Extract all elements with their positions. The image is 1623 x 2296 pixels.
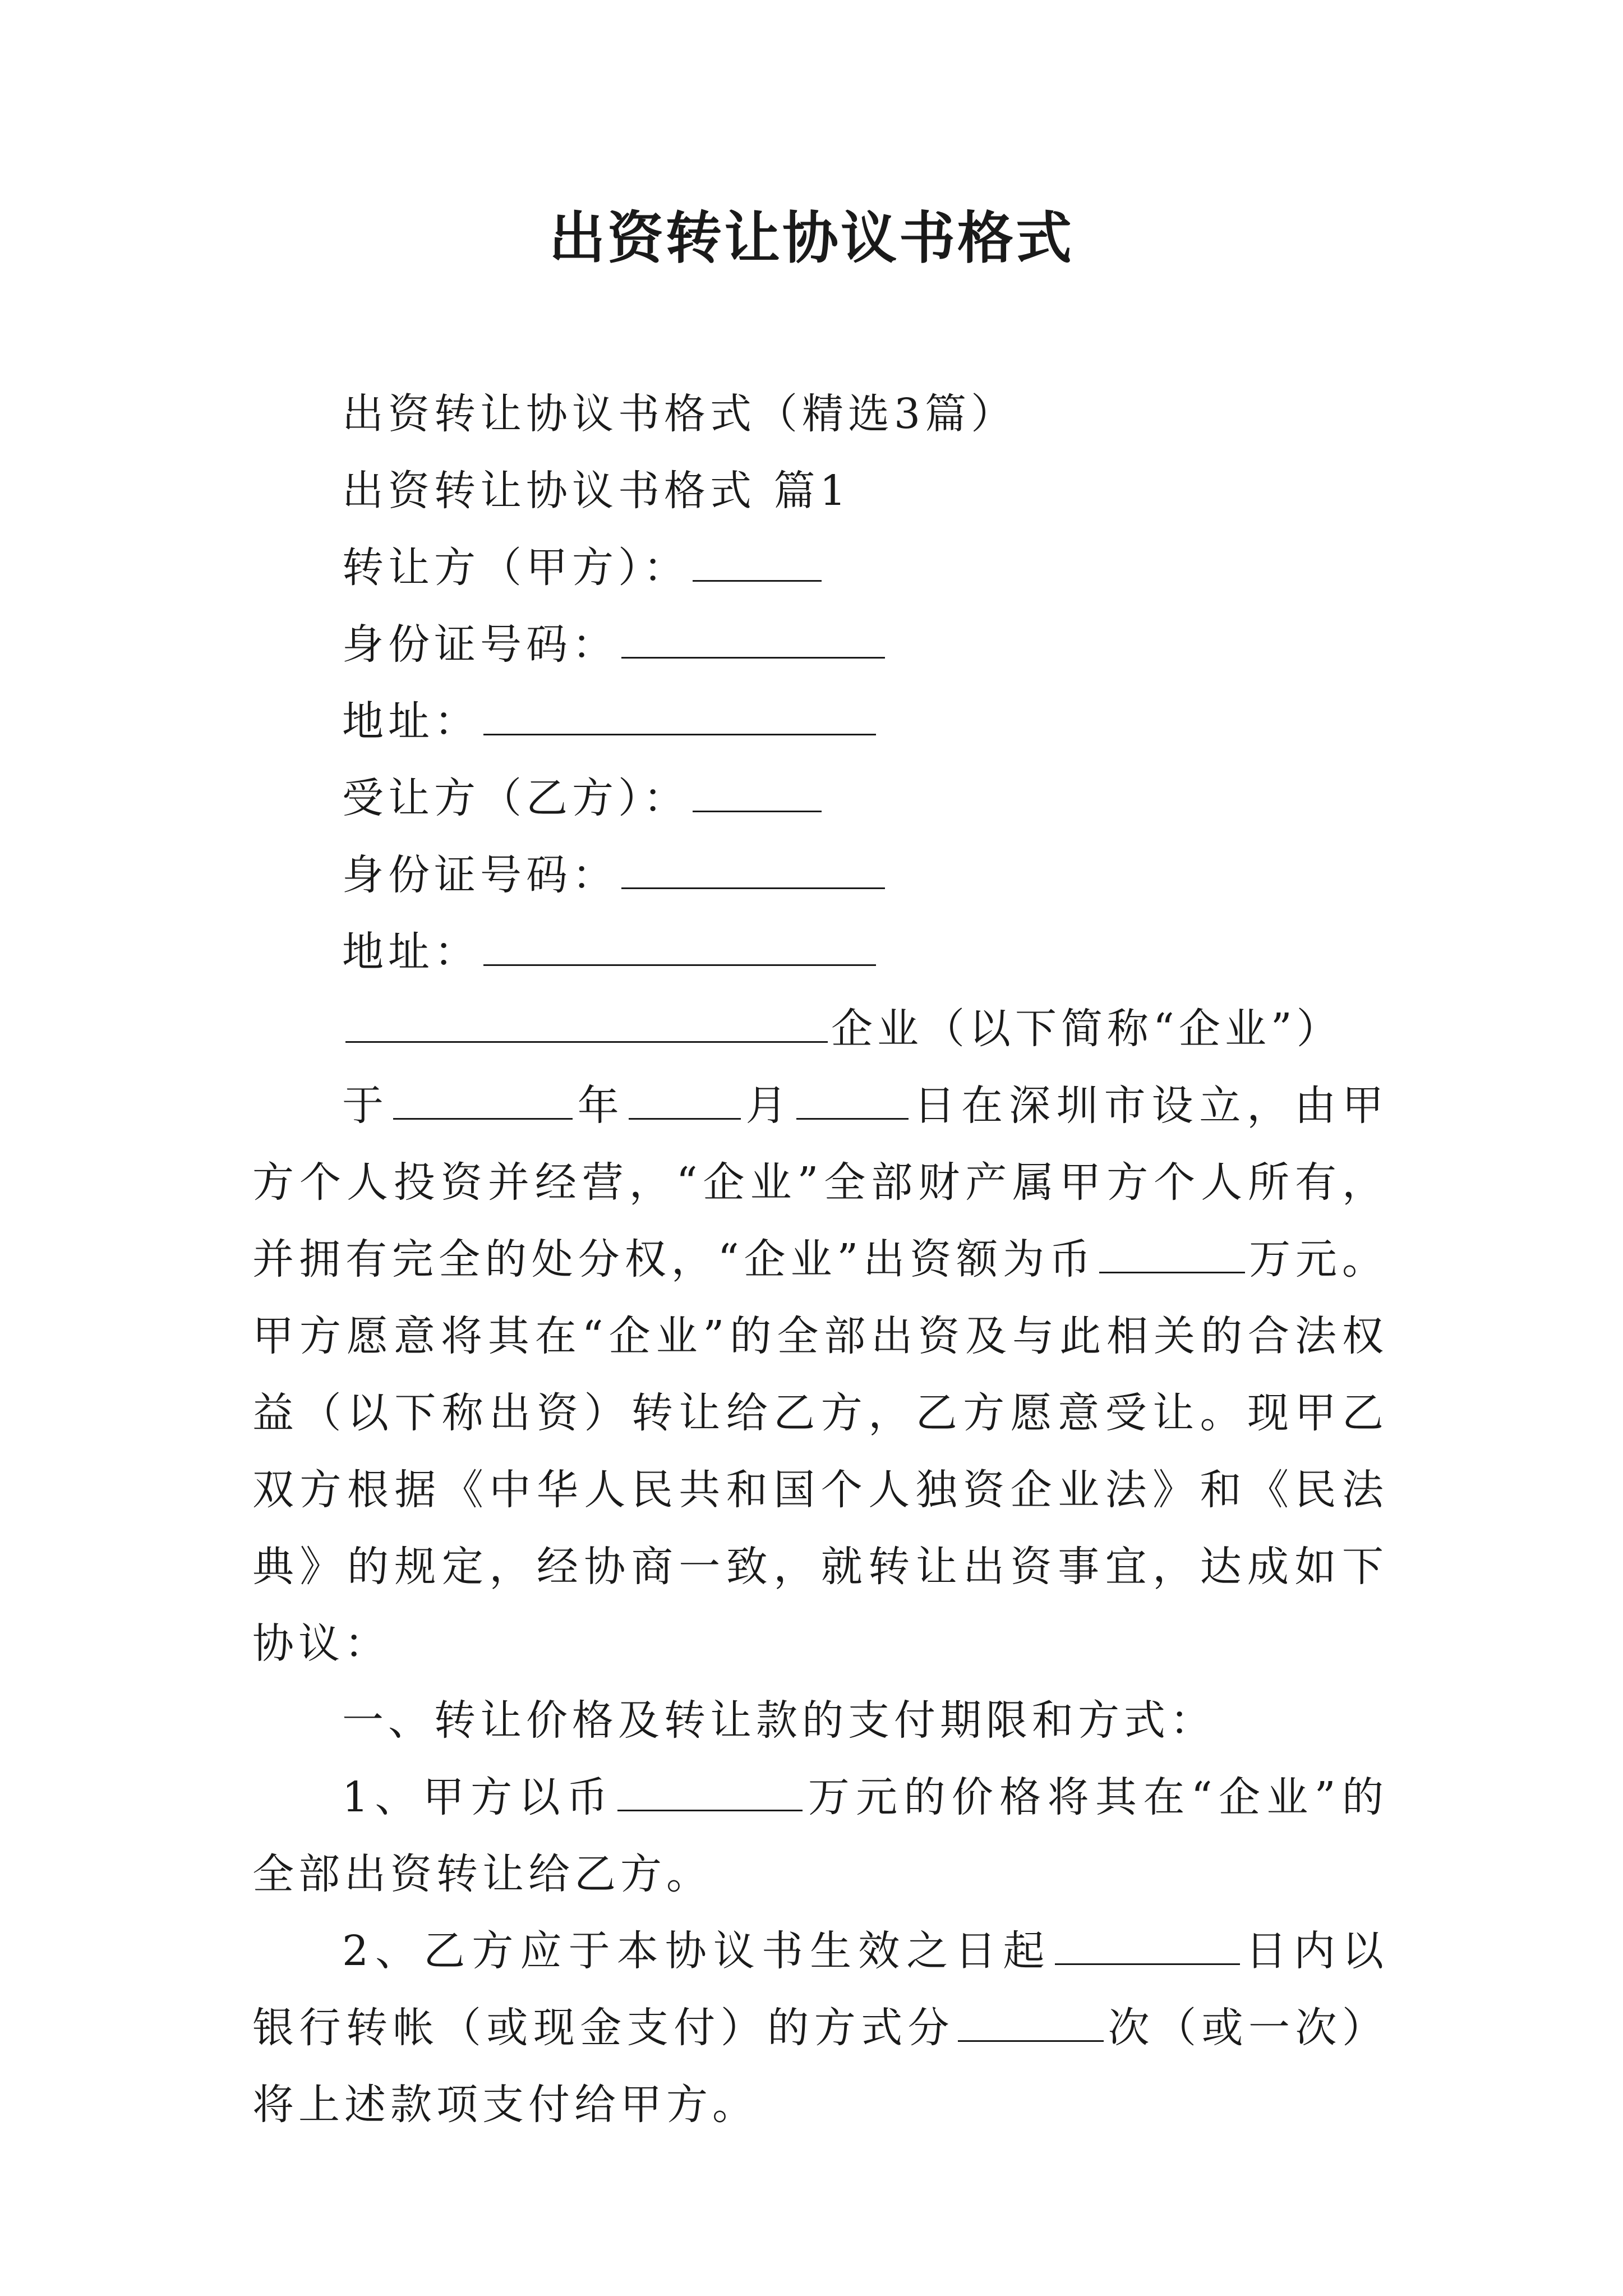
c1-text-b: 万元的价格将其在“企业”的全部出资转让给乙方。	[252, 1773, 1388, 1898]
document-title: 出资转让协议书格式	[549, 205, 1074, 271]
party-a-id-label: 身份证号码：	[342, 620, 618, 669]
party-b-line	[252, 760, 1388, 837]
clause-1	[252, 1759, 1388, 1913]
document-body	[252, 376, 1388, 2143]
party-a-id-blank[interactable]	[621, 618, 885, 659]
enterprise-line	[252, 991, 1388, 1068]
p1-text-b: 年	[575, 1082, 625, 1130]
party-a-id-line	[252, 606, 1388, 683]
party-b-id-label: 身份证号码：	[342, 851, 618, 899]
day-blank[interactable]	[796, 1079, 909, 1120]
party-a-line	[252, 530, 1388, 606]
p1-text-c: 月	[744, 1082, 794, 1130]
clause-2	[252, 1913, 1388, 2143]
c2-text-c: 次（或一次）将上述款项支付给甲方。	[252, 2004, 1389, 2129]
enterprise-name-blank[interactable]	[345, 1002, 828, 1043]
enterprise-suffix: 企业（以下简称“企业”）	[831, 1005, 1343, 1053]
party-a-label: 转让方（甲方）：	[342, 544, 689, 592]
paragraph-establishment	[252, 1068, 1388, 1682]
installments-blank[interactable]	[958, 2001, 1104, 2042]
days-blank[interactable]	[1055, 1924, 1240, 1965]
c2-text-a: 2、乙方应于本协议书生效之日起	[342, 1927, 1052, 1975]
p1-text-d: 日在深圳市设立，由甲方个人投资并经营，“企业”全部财产属甲方个人所有，并拥有完全的处分权，“企业”出资额为币	[252, 1082, 1389, 1283]
party-a-address-label: 地址：	[342, 697, 480, 746]
party-a-address-blank[interactable]	[483, 694, 876, 735]
year-blank[interactable]	[393, 1079, 573, 1120]
party-b-address-label: 地址：	[342, 928, 480, 976]
party-b-name-blank[interactable]	[693, 771, 822, 812]
party-b-address-line	[252, 914, 1388, 991]
price-blank[interactable]	[617, 1770, 803, 1811]
party-b-label: 受让方（乙方）：	[342, 774, 689, 822]
clause-heading: 一、转让价格及转让款的支付期限和方式：	[342, 1696, 1216, 1745]
capital-amount-blank[interactable]	[1099, 1232, 1245, 1273]
p1-text-a: 于	[342, 1082, 390, 1130]
party-b-address-blank[interactable]	[483, 925, 876, 966]
party-a-address-line	[252, 683, 1388, 760]
party-b-id-blank[interactable]	[621, 848, 885, 889]
c1-text-a: 1、甲方以币	[342, 1773, 615, 1821]
party-a-name-blank[interactable]	[693, 541, 822, 582]
section-heading: 出资转让协议书格式 篇1	[342, 467, 851, 515]
p1-text-e: 万元。甲方愿意将其在“企业”的全部出资及与此相关的合法权益（以下称出资）转让给乙方，乙方愿意受让。现甲乙双方根据《中华人民共和国个人独资企业法》和《民法典》的规定，经协商一致，就转让出资事宜，达成如下协议：	[252, 1235, 1389, 1668]
subtitle: 出资转让协议书格式（精选3篇）	[342, 390, 1017, 438]
c2-text-b: 日内以银行转帐（或现金支付）的方式分	[252, 1927, 1388, 2052]
month-blank[interactable]	[629, 1079, 741, 1120]
party-b-id-line	[252, 837, 1388, 914]
